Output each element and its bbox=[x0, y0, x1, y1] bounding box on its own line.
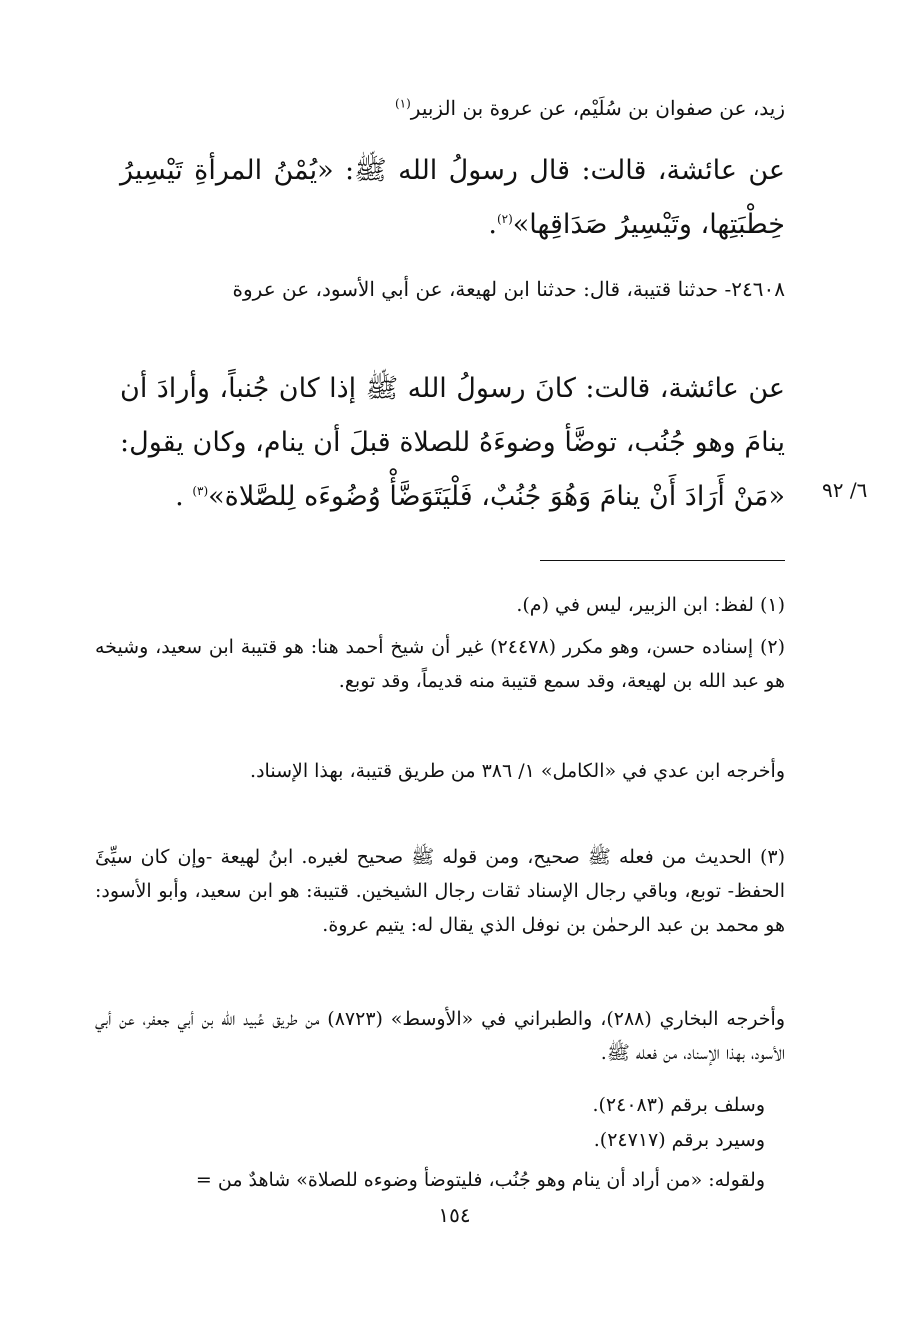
footnote-3-text: (٣) الحديث من فعله ﷺ صحيح، ومن قوله ﷺ صحيح لغيره. ابنُ لهيعة -وإن كان سيِّئَ الحفظ- توبع، وباقي رجال الإسناد ثقات رجال الشيخين. قتيبة: هو ابن سعيد، وأبو الأسود: هو محمد بن عبد الرحمٰن بن نوفل الذي يقال له: يتيم عروة. bbox=[95, 846, 785, 936]
footnote-3-next-ref bbox=[120, 1123, 765, 1157]
footnote-3-previous-ref bbox=[120, 1088, 765, 1122]
footnote-ref-3: (٣) bbox=[192, 484, 209, 498]
footnote-2-continuation bbox=[95, 754, 785, 788]
footnote-3-continuation bbox=[95, 1002, 785, 1070]
main-text-line-1-text: زيد، عن صفوان بن سُلَيْم، عن عروة بن الزبير bbox=[410, 96, 785, 120]
hadith-paragraph-1 bbox=[120, 144, 785, 252]
main-text-line-1 bbox=[120, 88, 785, 128]
hadith-paragraph-2-text: عن عائشة، قالت: كانَ رسولُ الله ﷺ إذا كان جُنباً، وأرادَ أن ينامَ وهو جُنُب، توضَّأ وضوءَهُ للصلاة قبلَ أن ينام، وكان يقول: «مَنْ أَرَادَ أَنْ ينامَ وَهُوَ جُنُبٌ، فَلْيَتَوَضَّأْ وُضُوءَه لِلصَّلاة» bbox=[120, 373, 785, 512]
footnote-3-final-line-text: ولقوله: «من أراد أن ينام وهو جُنُب، فليتوضأ وضوءه للصلاة» شاهدٌ من = bbox=[195, 1169, 765, 1191]
margin-volume-page-ref: ٦/ ٩٢ bbox=[822, 478, 868, 502]
footnote-2-continuation-text: وأخرجه ابن عدي في «الكامل» ١/ ٣٨٦ من طريق قتيبة، بهذا الإسناد. bbox=[250, 760, 785, 782]
footnote-separator bbox=[540, 560, 785, 561]
hadith-paragraph-1-text: عن عائشة، قالت: قال رسولُ الله ﷺ: «يُمْنُ المرأةِ تَيْسِيرُ خِطْبَتِها، وتَيْسِيرُ صَدَاقِها» bbox=[120, 155, 785, 240]
footnote-3-next-ref-text: وسيرد برقم (٢٤٧١٧). bbox=[593, 1129, 765, 1151]
isnad-paragraph-text: ٢٤٦٠٨- حدثنا قتيبة، قال: حدثنا ابن لهيعة، عن أبي الأسود، عن عروة bbox=[232, 277, 785, 301]
footnote-2 bbox=[95, 630, 785, 698]
footnote-3-final-line bbox=[80, 1163, 765, 1197]
footnote-ref-1: (١) bbox=[394, 96, 411, 111]
hadith-paragraph-2 bbox=[120, 362, 785, 524]
footnote-2-text: (٢) إسناده حسن، وهو مكرر (٢٤٤٧٨) غير أن شيخ أحمد هنا: هو قتيبة ابن سعيد، وشيخه هو عبد الله بن لهيعة، وقد سمع قتيبة منه قديماً، وقد توبع. bbox=[95, 636, 785, 692]
full-stop: . bbox=[488, 209, 497, 240]
footnote-3-continuation-text: وأخرجه البخاري (٢٨٨)، والطبراني في «الأوسط» (٨٧٢٣) من طريق عُبيد الله بن أبي جعفر، عن أبي الأسود، بهذا الإسناد، من فعله ﷺ. bbox=[95, 1008, 785, 1064]
page-number: ١٥٤ bbox=[438, 1203, 471, 1227]
footnote-1-text: (١) لفظ: ابن الزبير، ليس في (م). bbox=[516, 594, 785, 616]
footnote-ref-2: (٢) bbox=[496, 212, 513, 226]
full-stop: . bbox=[175, 481, 193, 512]
footnote-3-previous-ref-text: وسلف برقم (٢٤٠٨٣). bbox=[592, 1094, 765, 1116]
isnad-paragraph bbox=[120, 268, 785, 310]
footnote-1 bbox=[120, 588, 785, 622]
footnote-3 bbox=[95, 840, 785, 942]
